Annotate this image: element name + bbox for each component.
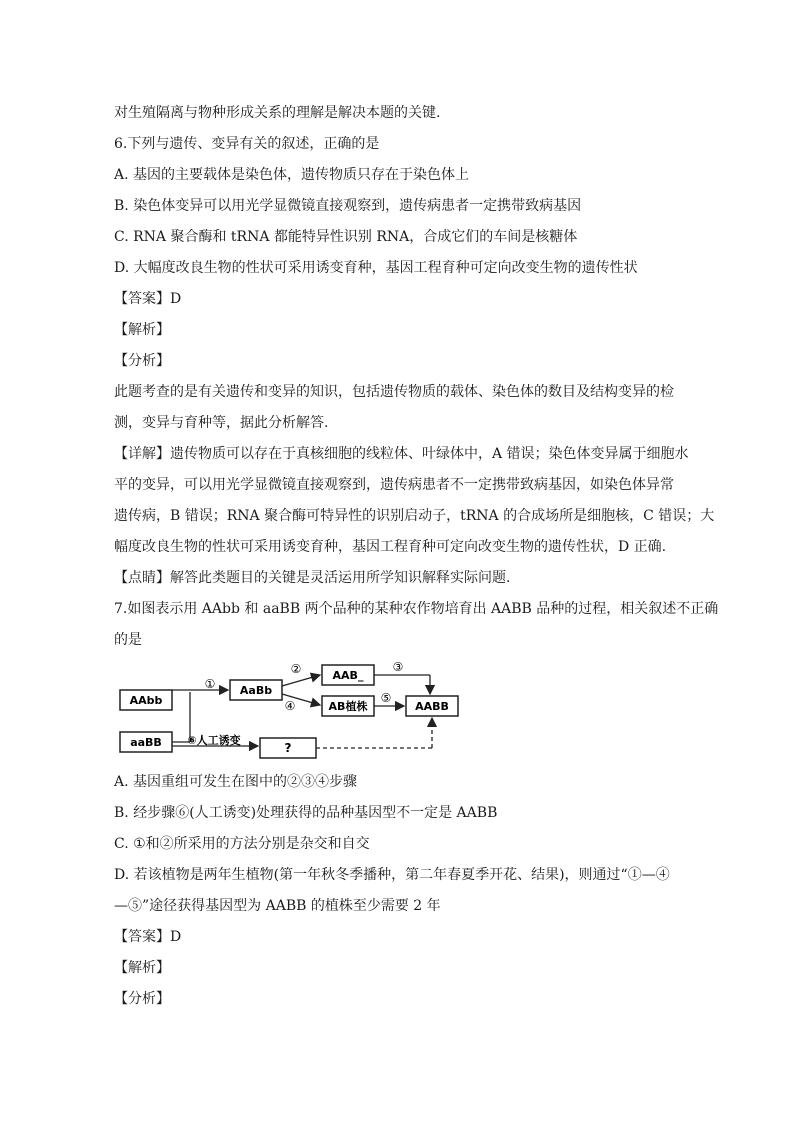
analysis-sub-label: 【分析】	[114, 353, 170, 369]
box-aabb-f1-label: AaBb	[239, 684, 273, 697]
option-c: C. RNA 聚合酶和 tRNA 都能特异性识别 RNA，合成它们的车间是核糖体	[114, 229, 578, 245]
q7-option-d: D. 若该植物是两年生植物(第一年秋冬季播种，第二年春夏季开花、结果)，则通过“①—④	[114, 867, 670, 883]
breeding-diagram	[110, 658, 490, 768]
detail-text: 遗传病，B 错误；RNA 聚合酶可特异性的识别启动子，tRNA 的合成场所是细胞核，C 错误；大	[114, 508, 715, 524]
answer-label-2: 【答案】D	[114, 929, 182, 945]
step4-label: ④	[284, 699, 296, 713]
detail-text: 【详解】遗传物质可以存在于真核细胞的线粒体、叶绿体中，A 错误；染色体变异属于细胞水	[114, 446, 689, 462]
q7-option-d-cont: —⑤”途径获得基因型为 AABB 的植株至少需要 2 年	[114, 898, 441, 914]
box-aab-label: AAB_	[332, 669, 364, 682]
detail-text: 幅度改良生物的性状可采用诱变育种，基因工程育种可定向改变生物的遗传性状，D 正确.	[114, 539, 667, 555]
step5-label: ⑤	[380, 691, 392, 705]
box-aabb-parent1-label: AAbb	[129, 694, 163, 707]
q7-option-a: A. 基因重组可发生在图中的②③④步骤	[114, 774, 358, 790]
analysis-label: 【解析】	[114, 322, 170, 338]
answer-label: 【答案】D	[114, 291, 182, 307]
step6-label: ⑥人工诱变	[187, 734, 241, 747]
option-b: B. 染色体变异可以用光学显微镜直接观察到，遗传病患者一定携带致病基因	[114, 198, 582, 214]
option-a: A. 基因的主要载体是染色体，遗传物质只存在于染色体上	[114, 167, 470, 183]
question-6-stem: 6.下列与遗传、变异有关的叙述，正确的是	[114, 136, 380, 152]
text-line: 测，变异与育种等，据此分析解答.	[114, 415, 329, 431]
step3-label: ③	[392, 660, 404, 674]
box-aabb-target-label: AABB	[415, 700, 449, 713]
box-unknown-label: ?	[284, 741, 292, 755]
step2-label: ②	[290, 662, 302, 676]
box-aabb-parent2-label: aaBB	[130, 736, 162, 749]
question-7-stem-cont: 的是	[114, 632, 142, 648]
question-7-stem: 7.如图表示用 AAbb 和 aaBB 两个品种的某种农作物培育出 AABB 品种的过程，相关叙述不正确	[114, 601, 719, 617]
box-ab-plant-label: AB植株	[328, 700, 368, 713]
detail-text: 平的变异，可以用光学显微镜直接观察到，遗传病患者不一定携带致病基因，如染色体异常	[114, 477, 674, 493]
q7-option-c: C. ①和②所采用的方法分别是杂交和自交	[114, 836, 370, 852]
step1-label: ①	[204, 677, 216, 691]
arrow-step2	[282, 675, 320, 686]
comment-text: 【点睛】解答此类题目的关键是灵活运用所学知识解释实际问题.	[114, 570, 511, 586]
option-d: D. 大幅度改良生物的性状可采用诱变育种，基因工程育种可定向改变生物的遗传性状	[114, 260, 638, 276]
text-line: 对生殖隔离与物种形成关系的理解是解决本题的关键.	[114, 105, 441, 121]
analysis-label-2: 【解析】	[114, 960, 170, 976]
analysis-sub-label-2: 【分析】	[114, 991, 170, 1007]
q7-option-b: B. 经步骤⑥(人工诱变)处理获得的品种基因型不一定是 AABB	[114, 805, 498, 821]
text-line: 此题考查的是有关遗传和变异的知识，包括遗传物质的载体、染色体的数目及结构变异的检	[114, 384, 674, 400]
